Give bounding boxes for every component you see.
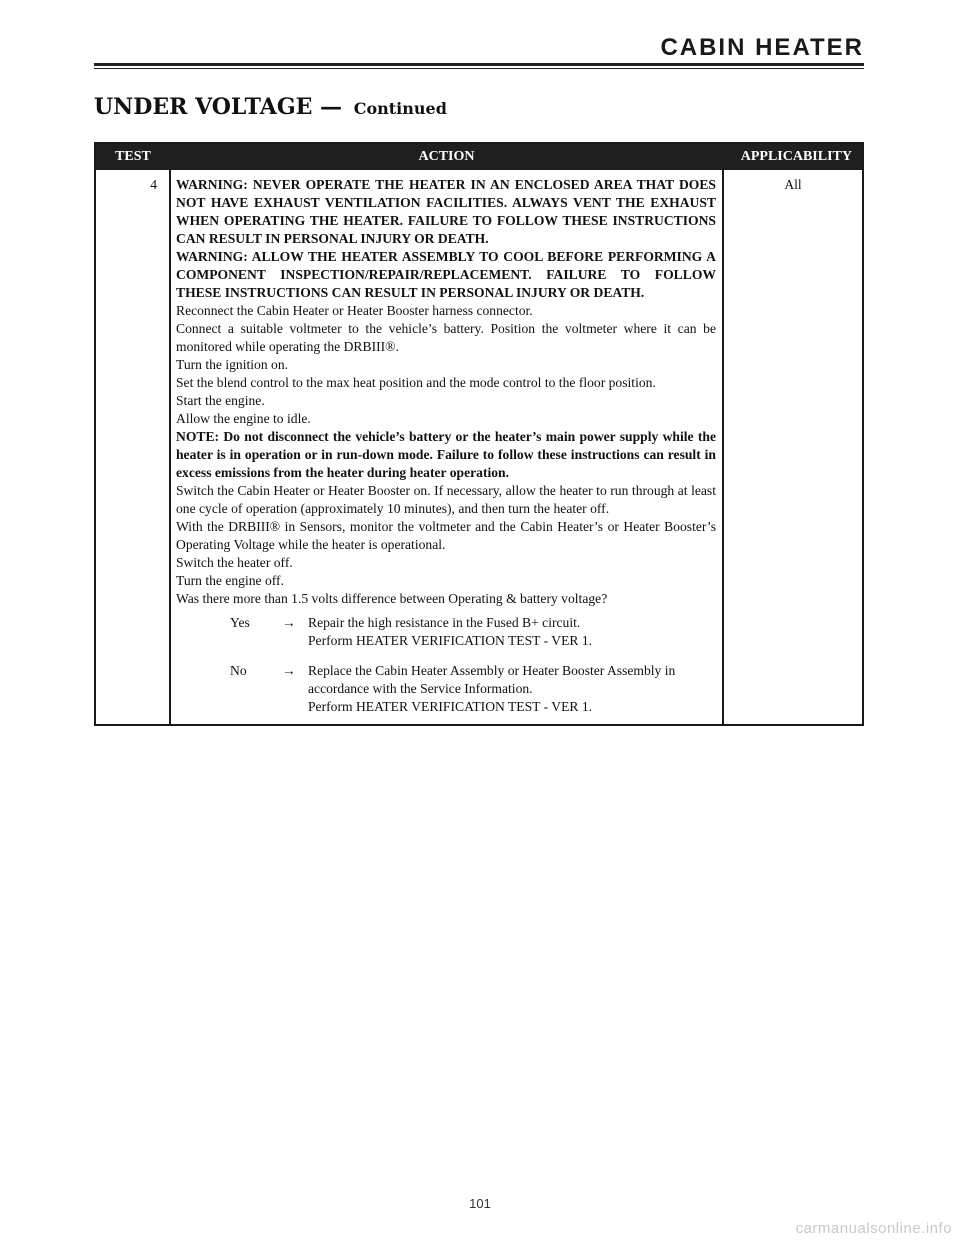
header-rule-thick — [94, 63, 864, 66]
step-blend-control: Set the blend control to the max heat position and the mode control to the floor position. — [176, 375, 656, 390]
step-idle: Allow the engine to idle. — [176, 411, 311, 426]
result-no-line: Perform HEATER VERIFICATION TEST - VER 1. — [308, 699, 593, 714]
step-start-engine: Start the engine. — [176, 393, 265, 408]
step-ignition-on: Turn the ignition on. — [176, 357, 289, 372]
result-yes — [176, 614, 716, 650]
page-title-main: UNDER VOLTAGE — — [94, 94, 343, 120]
step-switch-on: Switch the Cabin Heater or Heater Booster on. If necessary, allow the heater to run through at least one cycle of operation (approximately 10 minutes), and then turn the heater off. — [176, 483, 716, 516]
step-connect-voltmeter: Connect a suitable voltmeter to the vehicle’s battery. Position the voltmeter where it can be monitored while operating the DRBIII®. — [176, 321, 716, 354]
column-header-applicability: APPLICABILITY — [723, 143, 863, 170]
warning-cool-down: WARNING: ALLOW THE HEATER ASSEMBLY TO COOL BEFORE PERFORMING A COMPONENT INSPECTION/REPAIR/REPLACEMENT. FAILURE TO FOLLOW THESE INSTRUCTIONS CAN RESULT IN PERSONAL INJURY OR DEATH. — [176, 249, 716, 300]
result-no-text — [308, 662, 716, 716]
action-cell — [170, 170, 723, 725]
note-battery: NOTE: Do not disconnect the vehicle’s battery or the heater’s main power supply while the heater is in operation or in run-down mode. Failure to follow these instructions can result in excess emissions from the heater during heater operation. — [176, 429, 716, 480]
page-title — [94, 94, 447, 120]
table-row — [95, 170, 863, 725]
column-header-test: TEST — [95, 143, 170, 170]
watermark: carmanualsonline.info — [795, 1220, 952, 1237]
result-no-label: No — [230, 663, 247, 678]
result-no-line: Replace the Cabin Heater Assembly or Heater Booster Assembly in accordance with the Service Information. — [308, 663, 676, 696]
step-monitor: With the DRBIII® in Sensors, monitor the voltmeter and the Cabin Heater’s or Heater Booster’s Operating Voltage while the heater is operational. — [176, 519, 716, 552]
section-header: CABIN HEATER — [660, 34, 864, 61]
result-yes-line: Perform HEATER VERIFICATION TEST - VER 1. — [308, 633, 593, 648]
result-yes-text — [308, 614, 716, 650]
table-header-row — [95, 143, 863, 170]
header-rule-thin — [94, 68, 864, 69]
table-header — [95, 143, 863, 170]
step-engine-off: Turn the engine off. — [176, 573, 284, 588]
warning-ventilation: WARNING: NEVER OPERATE THE HEATER IN AN ENCLOSED AREA THAT DOES NOT HAVE EXHAUST VENTILATION FACILITIES. ALWAYS VENT THE EXHAUST WHEN OPERATING THE HEATER. FAILURE TO FOLLOW THESE INSTRUCTIONS CAN RESULT IN PERSONAL INJURY OR DEATH. — [176, 177, 716, 246]
result-yes-label: Yes — [230, 615, 250, 630]
test-number: 4 — [95, 170, 170, 725]
applicability-value: All — [784, 177, 802, 192]
result-yes-line: Repair the high resistance in the Fused B+ circuit. — [308, 615, 581, 630]
result-no — [176, 662, 716, 716]
column-header-action: ACTION — [170, 143, 723, 170]
step-reconnect: Reconnect the Cabin Heater or Heater Booster harness connector. — [176, 303, 533, 318]
page-number: 101 — [469, 1196, 491, 1211]
step-switch-off: Switch the heater off. — [176, 555, 293, 570]
page-title-continued: Continued — [353, 99, 447, 118]
arrow-right-icon: → — [282, 663, 296, 678]
arrow-right-icon: → — [282, 615, 296, 630]
diagnostic-test-table — [94, 142, 864, 726]
question: Was there more than 1.5 volts difference between Operating & battery voltage? — [176, 591, 608, 606]
